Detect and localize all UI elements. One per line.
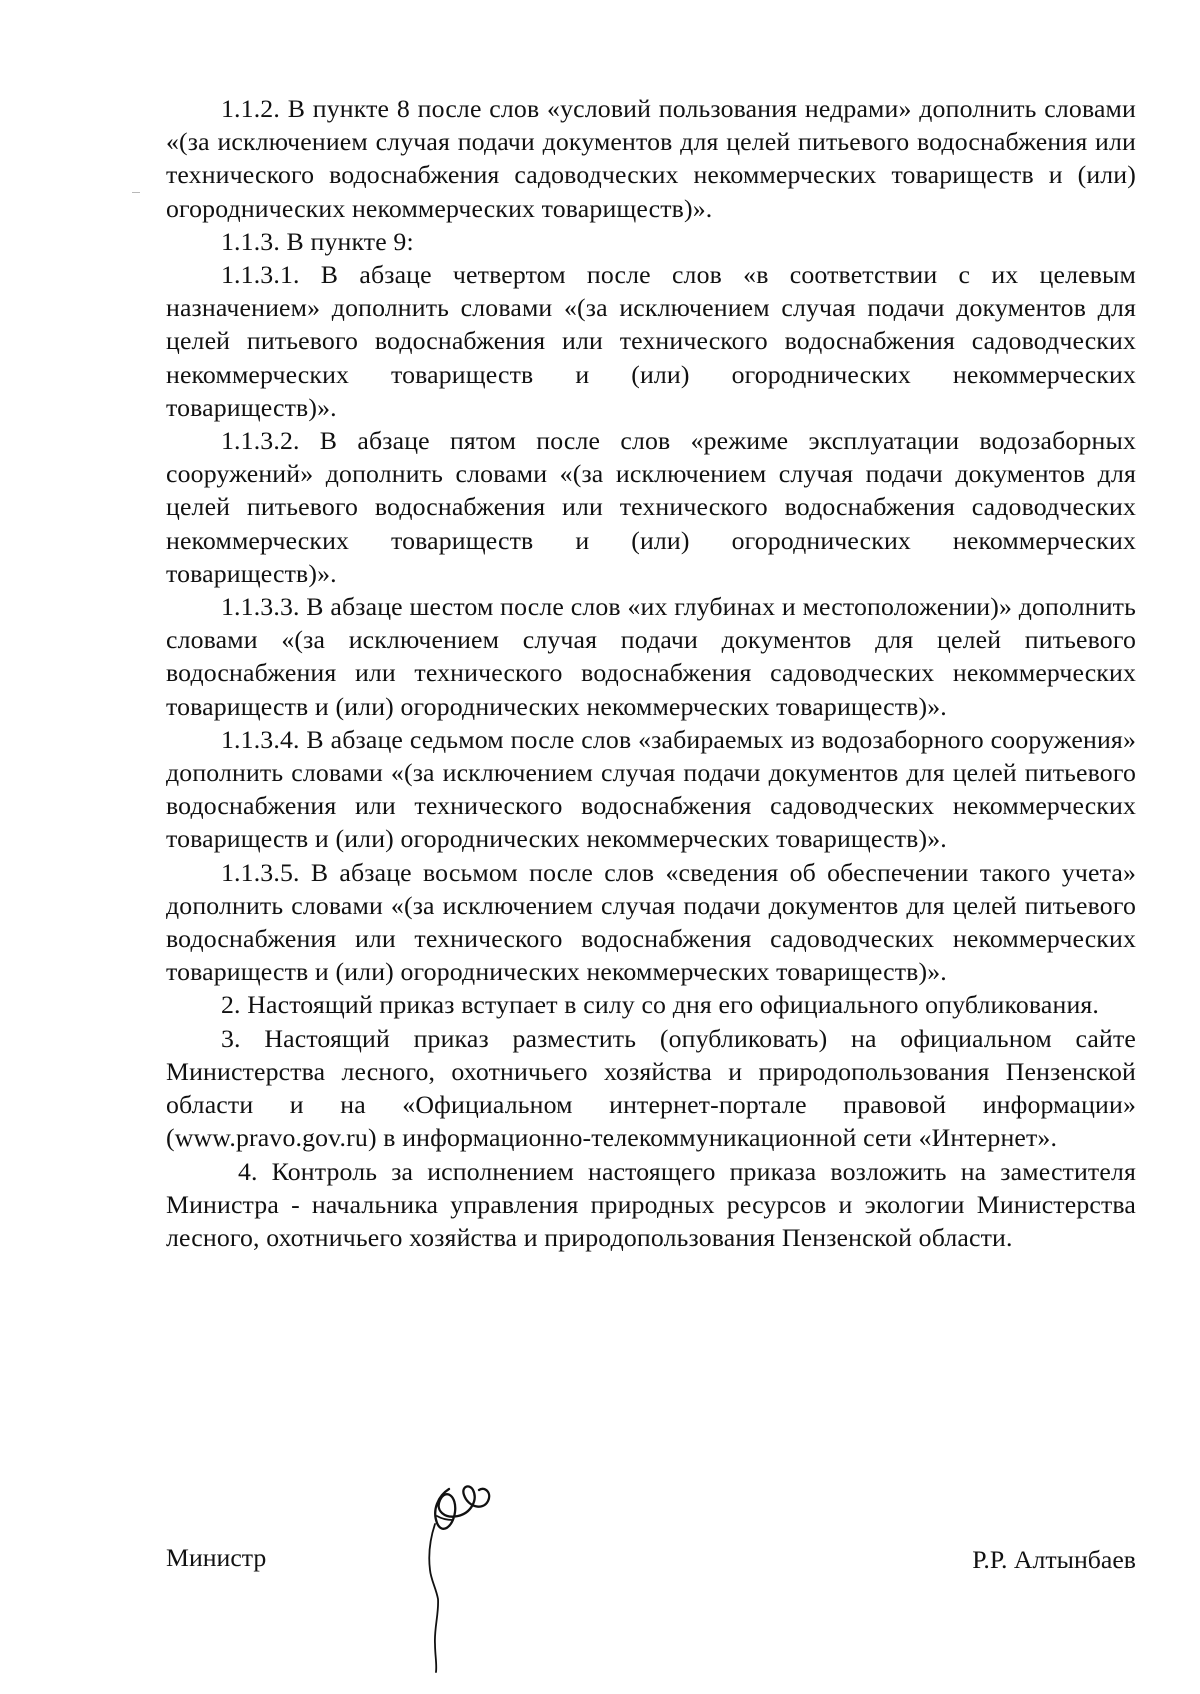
- signatory-title: Министр: [166, 1543, 267, 1572]
- paragraph-1-1-3-2: 1.1.3.2. В абзаце пятом после слов «режиме эксплуатации водозаборных сооружений» дополнить словами «(за исключением случая подачи документов для целей питьевого водоснабжения или технического водоснабжения садоводческих некоммерческих товариществ и (или) огороднических некоммерческих товариществ)».: [166, 426, 1136, 588]
- signature-block: [166, 1535, 1136, 1595]
- paragraph-1-1-3-4: 1.1.3.4. В абзаце седьмом после слов «забираемых из водозаборного сооружения» дополнить словами «(за исключением случая подачи документов для целей питьевого водоснабжения или технического водоснабжения садоводческих некоммерческих товариществ и (или) огороднических некоммерческих товариществ)».: [166, 724, 1136, 854]
- paragraph-1-1-3-3: 1.1.3.3. В абзаце шестом после слов «их глубинах и местоположении)» дополнить словами «(за исключением случая подачи документов для целей питьевого водоснабжения или технического водоснабжения садоводческих некоммерческих товариществ и (или) огороднических некоммерческих товариществ)».: [166, 592, 1136, 721]
- signatory-name: Р.Р. Алтынбаев: [972, 1545, 1136, 1574]
- paragraph-3: 3. Настоящий приказ разместить (опубликовать) на официальном сайте Министерства лесного, охотничьего хозяйства и природопользования Пензенской области и на «Официальном интернет-портале правовой информации» (www.pravo.gov.ru) в информационно-телекоммуникационной сети «Интернет».: [166, 1023, 1136, 1153]
- document-body: [166, 92, 1136, 1254]
- paragraph-1-1-3-1: 1.1.3.1. В абзаце четвертом после слов «в соответствии с их целевым назначением» дополнить словами «(за исключением случая подачи документов для целей питьевого водоснабжения или технического водоснабжения садоводческих некоммерческих товариществ и (или) огороднических некоммерческих товариществ)».: [166, 260, 1136, 422]
- paragraph-1-1-3-5: 1.1.3.5. В абзаце восьмом после слов «сведения об обеспечении такого учета» дополнить словами «(за исключением случая подачи документов для целей питьевого водоснабжения или технического водоснабжения садоводческих некоммерческих товариществ и (или) огороднических некоммерческих товариществ)».: [166, 857, 1136, 987]
- paragraph-4: 4. Контроль за исполнением настоящего приказа возложить на заместителя Министра - начальника управления природных ресурсов и экологии Министерства лесного, охотничьего хозяйства и природопользования Пензенской области.: [166, 1156, 1136, 1252]
- margin-mark: [132, 192, 140, 193]
- paragraph-2: 2. Настоящий приказ вступает в силу со дня его официального опубликования.: [221, 990, 1100, 1020]
- paragraph-1-1-2: 1.1.2. В пункте 8 после слов «условий пользования недрами» дополнить словами «(за исключением случая подачи документов для целей питьевого водоснабжения или технического водоснабжения садоводческих некоммерческих товариществ и (или) огороднических некоммерческих товариществ)».: [166, 94, 1136, 223]
- paragraph-1-1-3: 1.1.3. В пункте 9:: [221, 226, 414, 256]
